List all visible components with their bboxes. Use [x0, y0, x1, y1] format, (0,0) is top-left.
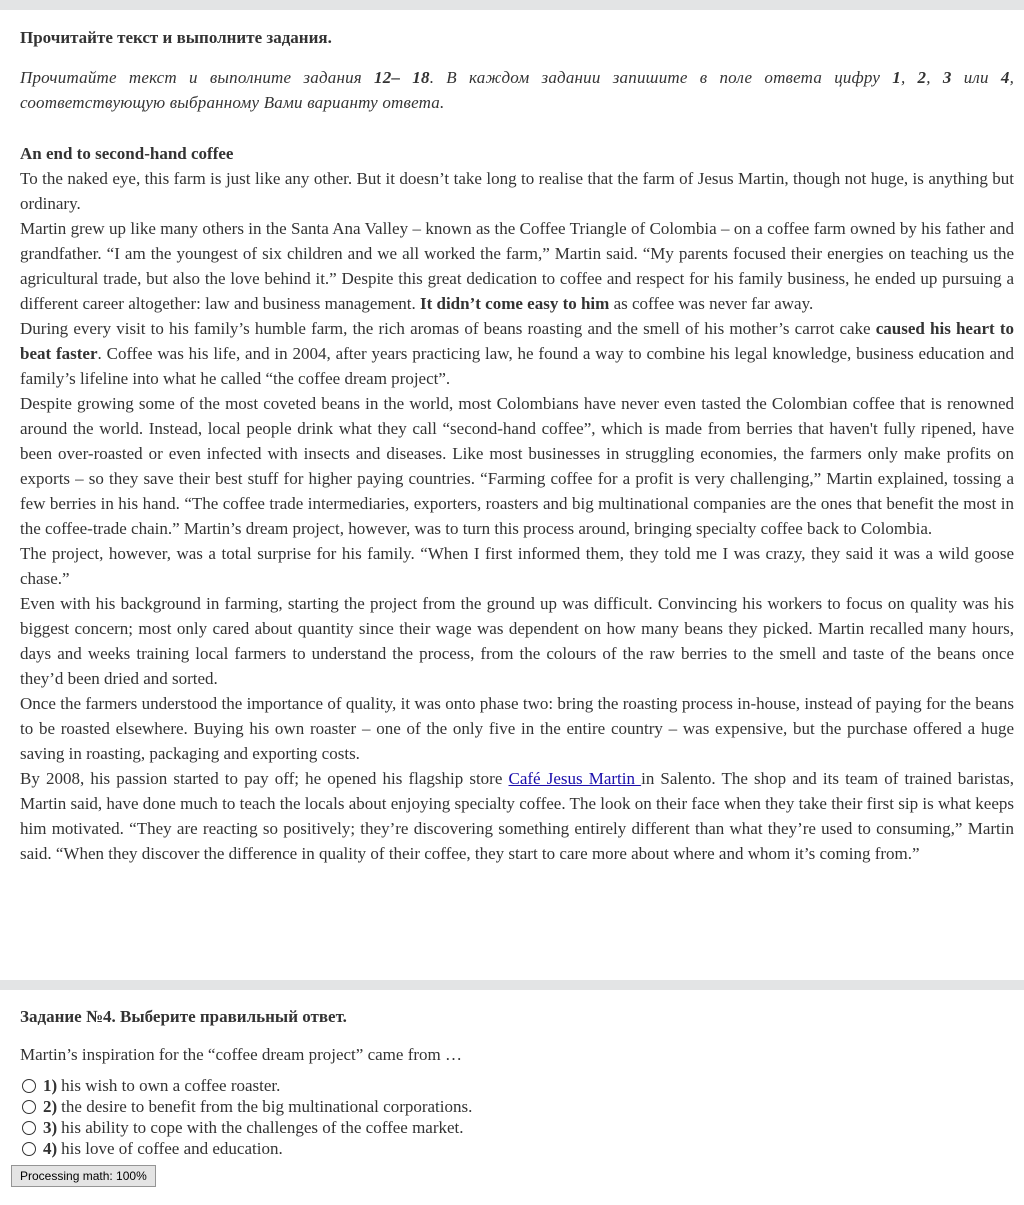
- article-paragraph: The project, however, was a total surprise for his family. “When I first informed them, they told me I was crazy, they said it was a wild goose chase.”: [20, 544, 1014, 588]
- option-number: 3): [43, 1117, 58, 1137]
- radio-button[interactable]: [22, 1121, 36, 1135]
- separator: ,: [900, 68, 918, 87]
- radio-button[interactable]: [22, 1079, 36, 1093]
- section-separator: [0, 980, 1024, 990]
- article-paragraph: [20, 316, 1014, 391]
- article-title: An end to second-hand coffee: [20, 144, 234, 163]
- reading-section: [20, 26, 1014, 866]
- option-number: 1): [43, 1075, 58, 1095]
- instructions-text: , соответствующую выбранному Вами варианту ответа.: [20, 68, 1015, 112]
- task-range: 12– 18: [374, 68, 430, 87]
- highlighted-phrase: caused his heart to beat faster: [20, 319, 1014, 363]
- digit-1: 1: [892, 68, 901, 87]
- article-paragraph: Once the farmers understood the importance of quality, it was onto phase two: bring the roasting process in-house, instead of paying for the beans to be roasted elsewhere. Buying his own roaster – one of the only five in the entire country – was expensive, but the purchase offered a huge saving in roasting, packaging and exporting costs.: [20, 694, 1014, 763]
- option-number: 4): [43, 1138, 58, 1158]
- digit-2: 2: [917, 68, 927, 87]
- digit-4: 4: [1000, 68, 1010, 87]
- paragraph-text: . Coffee was his life, and in 2004, after years practicing law, he found a way to combine his legal knowledge, business education and family’s lifeline into what he called “the coffee dream project”.: [20, 344, 1014, 388]
- article-paragraph: [20, 766, 1014, 866]
- paragraph-text: in Salento. The shop and its team of trained baristas, Martin said, have done much to teach the locals about enjoying specialty coffee. The look on their face when they take their first sip is what keeps him motivated. “They are reacting so positively; they’re discovering something entirely different than what they’re used to consuming,” Martin said. “When they discover the difference in quality of their coffee, they start to care more about where and whom it’s coming from.”: [20, 769, 1014, 863]
- article-paragraph: To the naked eye, this farm is just like any other. But it doesn’t take long to realise that the farm of Jesus Martin, though not huge, is anything but ordinary.: [20, 169, 1014, 213]
- option-text: his ability to cope with the challenges of the coffee market.: [61, 1117, 464, 1137]
- article-paragraph: Despite growing some of the most coveted beans in the world, most Colombians have never even tasted the Colombian coffee that is renowned around the world. Instead, local people drink what they call “second-hand coffee”, which is made from berries that haven't fully ripened, have been over-roasted or even infected with insects and diseases. Like most businesses in struggling economies, the farmers only make profits on exports – so they save their best stuff for higher paying countries. “Farming coffee for a profit is very challenging,” Martin explained, tossing a few berries in his hand. “The coffee trade intermediaries, exporters, roasters and big multinational companies are the ones that benefit the most in the coffee-trade chain.” Martin’s dream project, however, was to turn this process around, bringing specialty coffee back to Colombia.: [20, 394, 1014, 538]
- article-paragraph: Even with his background in farming, starting the project from the ground up was difficult. Convincing his workers to focus on quality was his biggest concern; most only cared about quantity since their wage was dependent on how many beans they picked. Martin recalled many hours, days and weeks training local farmers to understand the process, from the colours of the raw berries to the smell and taste of the beans once they’d been dried and sorted.: [20, 594, 1014, 688]
- answer-option-4[interactable]: [20, 1138, 1014, 1159]
- option-text: the desire to benefit from the big multinational corporations.: [61, 1096, 473, 1116]
- instructions-text: Прочитайте текст и выполните задания: [20, 68, 375, 87]
- option-number: 2): [43, 1096, 58, 1116]
- separator: ,: [926, 68, 943, 87]
- article-paragraph: [20, 216, 1014, 316]
- question-text: Martin’s inspiration for the “coffee dream project” came from …: [20, 1045, 462, 1064]
- answer-option-1[interactable]: [20, 1075, 1014, 1096]
- task-title: Задание №4. Выберите правильный ответ.: [20, 1007, 347, 1026]
- option-text: his love of coffee and education.: [61, 1138, 283, 1158]
- highlighted-phrase: It didn’t come easy to him: [419, 294, 610, 313]
- task-section: [20, 1005, 1014, 1159]
- instructions: [20, 65, 1014, 115]
- section-heading: Прочитайте текст и выполните задания.: [20, 28, 332, 47]
- instructions-text: . В каждом задании запишите в поле ответа цифру: [429, 68, 893, 87]
- radio-button[interactable]: [22, 1100, 36, 1114]
- paragraph-text: During every visit to his family’s humble farm, the rich aromas of beans roasting and the smell of his mother’s carrot cake: [20, 319, 876, 338]
- answer-option-2[interactable]: [20, 1096, 1014, 1117]
- instructions-text: или: [951, 68, 1001, 87]
- paragraph-text: By 2008, his passion started to pay off; he opened his flagship store: [20, 769, 509, 788]
- math-processing-status: Processing math: 100%: [11, 1165, 156, 1187]
- answer-option-3[interactable]: [20, 1117, 1014, 1138]
- answer-options: [20, 1075, 1014, 1159]
- top-separator: [0, 0, 1024, 10]
- article: [20, 141, 1014, 866]
- paragraph-text: as coffee was never far away.: [609, 294, 814, 313]
- cafe-link[interactable]: Café Jesus Martin: [508, 769, 642, 788]
- digit-3: 3: [942, 68, 952, 87]
- radio-button[interactable]: [22, 1142, 36, 1156]
- paragraph-text: Martin grew up like many others in the Santa Ana Valley – known as the Coffee Triangle of Colombia – on a coffee farm owned by his father and grandfather. “I am the youngest of six children and we all worked the farm,” Martin said. “My parents focused their energies on teaching us the agricultural trade, but also the love behind it.” Despite this great dedication to coffee and respect for his family business, he ended up pursuing a different career altogether: law and business management.: [20, 219, 1014, 313]
- option-text: his wish to own a coffee roaster.: [61, 1075, 281, 1095]
